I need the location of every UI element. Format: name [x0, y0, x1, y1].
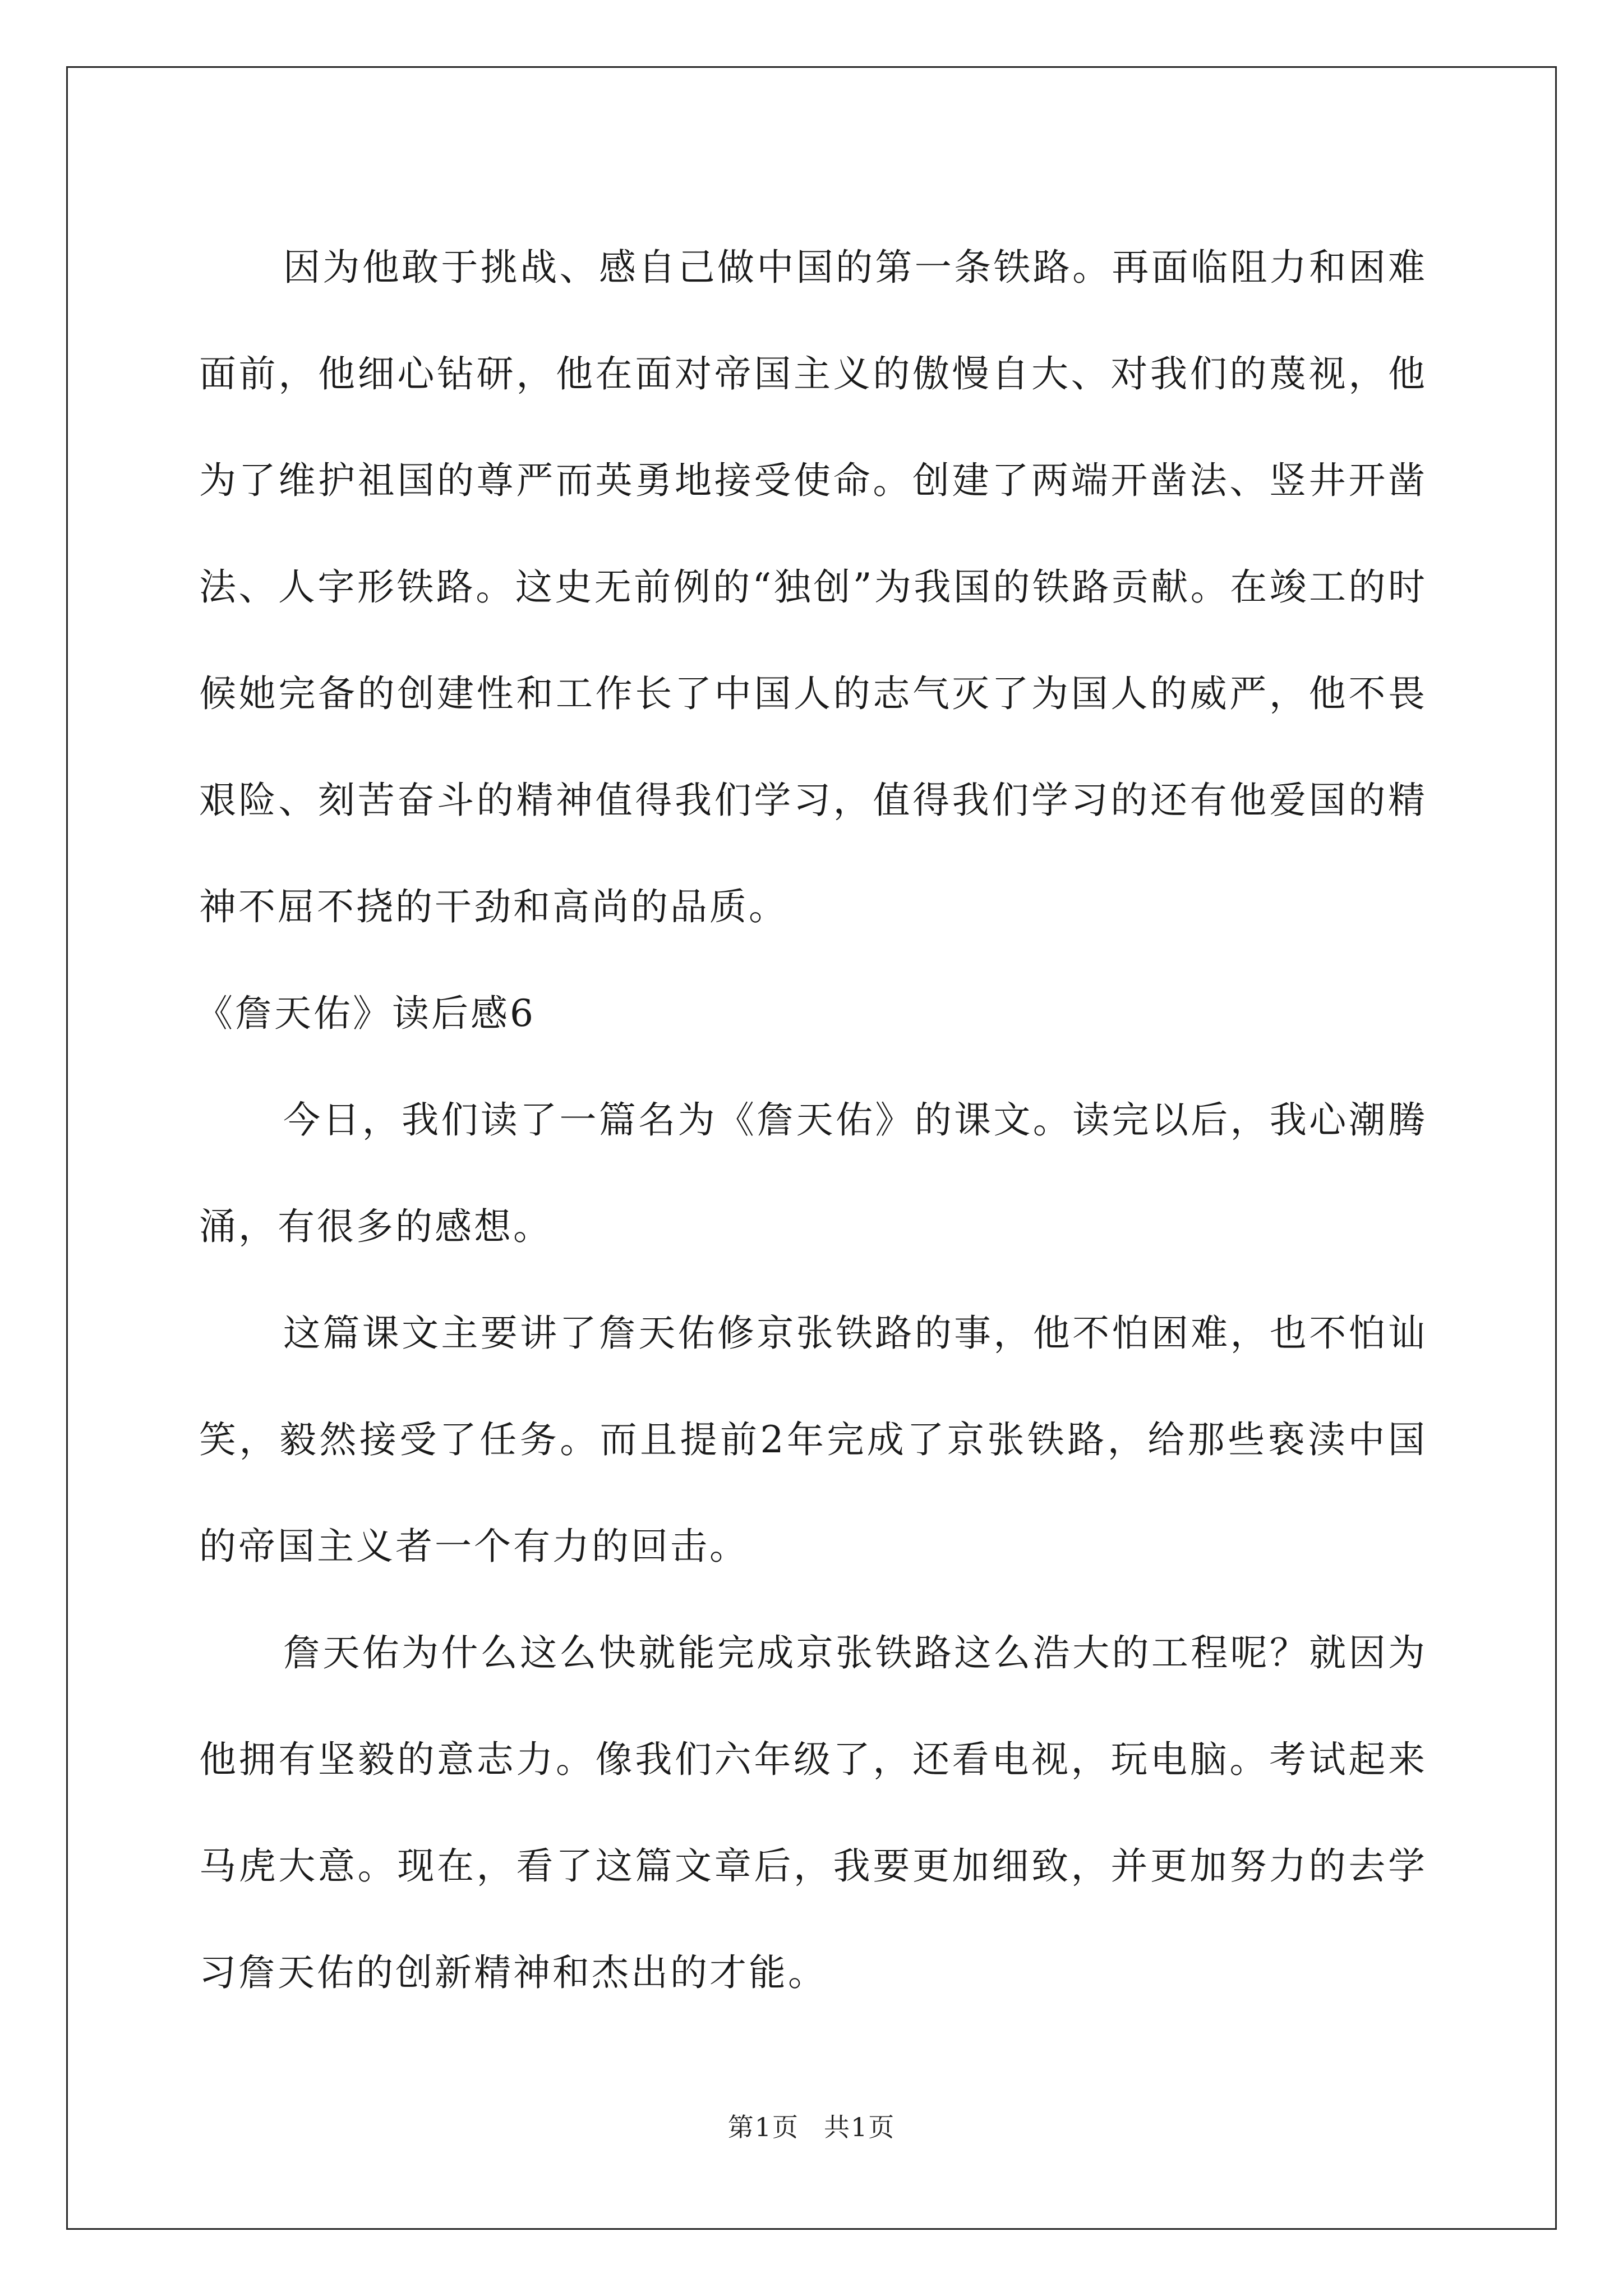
paragraph-4: 詹天佑为什么这么快就能完成京张铁路这么浩大的工程呢？就因为他拥有坚毅的意志力。像我们六年级了，还看电视，玩电脑。考试起来马虎大意。现在，看了这篇文章后，我要更加细致，并更加努力的去学习詹天佑的创新精神和杰出的才能。	[199, 1631, 1427, 1994]
page-footer	[0, 2107, 1623, 2144]
paragraph-1: 因为他敢于挑战、感自己做中国的第一条铁路。再面临阻力和困难面前，他细心钻研，他在面对帝国主义的傲慢自大、对我们的蔑视，他为了维护祖国的尊严而英勇地接受使命。创建了两端开凿法、竖井开凿法、人字形铁路。这史无前例的“独创”为我国的铁路贡献。在竣工的时候她完备的创建性和工作长了中国人的志气灭了为国人的威严，他不畏艰险、刻苦奋斗的精神值得我们学习，值得我们学习的还有他爱国的精神不屈不挠的干劲和高尚的品质。	[199, 246, 1427, 928]
paragraph-2: 今日，我们读了一篇名为《詹天佑》的课文。读完以后，我心潮腾涌，有很多的感想。	[199, 1098, 1427, 1248]
section-heading: 《詹天佑》读后感6	[196, 992, 536, 1035]
page-total: 共1页	[824, 2112, 896, 2142]
paragraph-3: 这篇课文主要讲了詹天佑修京张铁路的事，他不怕困难，也不怕讪笑，毅然接受了任务。而且提前2年完成了京张铁路，给那些亵渎中国的帝国主义者一个有力的回击。	[199, 1312, 1427, 1568]
document-body	[196, 214, 1427, 2026]
page-number: 第1页	[727, 2112, 799, 2142]
